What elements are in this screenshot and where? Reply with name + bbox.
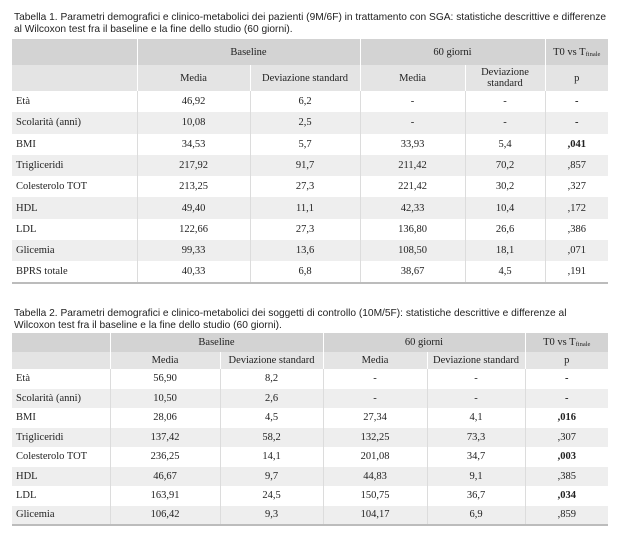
table-row — [12, 261, 608, 282]
baseline-media-cell: 137,42 — [110, 428, 220, 448]
baseline-media-cell: 10,08 — [137, 112, 250, 133]
sixty-media-cell: 44,83 — [323, 467, 427, 487]
p-value-cell: ,172 — [545, 197, 608, 218]
table-2-col-ds-baseline: Deviazione standard — [220, 352, 323, 369]
table-row — [12, 197, 608, 218]
table-1-col-p: p — [545, 65, 608, 91]
p-value-cell: ,003 — [525, 447, 608, 467]
sixty-media-cell: 201,08 — [323, 447, 427, 467]
table-2-group-test-label: T0 vs T — [543, 337, 576, 348]
row-label: BMI — [12, 408, 110, 428]
table-row — [12, 428, 608, 448]
table-2-col-media-baseline: Media — [110, 352, 220, 369]
p-value-cell: ,857 — [545, 155, 608, 176]
baseline-sd-cell: 13,6 — [250, 240, 360, 261]
table-row — [12, 389, 608, 409]
sixty-media-cell: 221,42 — [360, 176, 465, 197]
p-value-cell: - — [525, 389, 608, 409]
sixty-media-cell: 132,25 — [323, 428, 427, 448]
row-label: HDL — [12, 467, 110, 487]
sixty-sd-cell: 10,4 — [465, 197, 545, 218]
p-value-cell: ,041 — [545, 134, 608, 155]
sixty-media-cell: 104,17 — [323, 506, 427, 526]
table-1 — [12, 39, 608, 284]
table-row — [12, 112, 608, 133]
row-label: Glicemia — [12, 240, 137, 261]
sixty-sd-cell: 34,7 — [427, 447, 525, 467]
row-label: Glicemia — [12, 506, 110, 526]
baseline-sd-cell: 27,3 — [250, 219, 360, 240]
p-value-cell: ,385 — [525, 467, 608, 487]
baseline-sd-cell: 11,1 — [250, 197, 360, 218]
sixty-media-cell: - — [360, 91, 465, 112]
table-row — [12, 134, 608, 155]
row-label: BPRS totale — [12, 261, 137, 282]
table-row — [12, 219, 608, 240]
baseline-sd-cell: 9,3 — [220, 506, 323, 526]
sixty-sd-cell: 36,7 — [427, 486, 525, 506]
table-1-corner — [12, 39, 137, 65]
row-label: Età — [12, 369, 110, 389]
table-2-col-media-60: Media — [323, 352, 427, 369]
baseline-sd-cell: 58,2 — [220, 428, 323, 448]
p-value-cell: ,191 — [545, 261, 608, 282]
p-value-cell: ,859 — [525, 506, 608, 526]
baseline-sd-cell: 14,1 — [220, 447, 323, 467]
baseline-media-cell: 40,33 — [137, 261, 250, 282]
sixty-media-cell: - — [323, 389, 427, 409]
sixty-media-cell: 136,80 — [360, 219, 465, 240]
table-1-section — [12, 12, 608, 284]
baseline-media-cell: 10,50 — [110, 389, 220, 409]
sixty-sd-cell: 73,3 — [427, 428, 525, 448]
p-value-cell: - — [545, 112, 608, 133]
baseline-sd-cell: 5,7 — [250, 134, 360, 155]
baseline-media-cell: 46,92 — [137, 91, 250, 112]
table-row — [12, 506, 608, 526]
p-value-cell: ,071 — [545, 240, 608, 261]
table-2-caption: Tabella 2. Parametri demografici e clinico-metabolici dei soggetti di controllo (10M/5F): statistiche descrittive e differenze al Wilcoxon test fra il baseline e la fine dello studio (60 giorni). — [14, 308, 567, 331]
row-label: Scolarità (anni) — [12, 112, 137, 133]
table-2 — [12, 333, 608, 526]
table-row — [12, 447, 608, 467]
sixty-sd-cell: 4,5 — [465, 261, 545, 282]
table-row — [12, 240, 608, 261]
baseline-sd-cell: 24,5 — [220, 486, 323, 506]
baseline-media-cell: 46,67 — [110, 467, 220, 487]
sixty-media-cell: 211,42 — [360, 155, 465, 176]
sixty-sd-cell: - — [427, 369, 525, 389]
sixty-sd-cell: - — [427, 389, 525, 409]
p-value-cell: ,307 — [525, 428, 608, 448]
table-row — [12, 486, 608, 506]
baseline-sd-cell: 6,2 — [250, 91, 360, 112]
sixty-media-cell: 42,33 — [360, 197, 465, 218]
table-2-corner — [12, 333, 110, 352]
sixty-sd-cell: 18,1 — [465, 240, 545, 261]
sixty-media-cell: 38,67 — [360, 261, 465, 282]
baseline-media-cell: 56,90 — [110, 369, 220, 389]
p-value-cell: ,327 — [545, 176, 608, 197]
p-value-cell: - — [525, 369, 608, 389]
table-row — [12, 155, 608, 176]
row-label: Scolarità (anni) — [12, 389, 110, 409]
baseline-media-cell: 34,53 — [137, 134, 250, 155]
baseline-sd-cell: 4,5 — [220, 408, 323, 428]
sixty-sd-cell: 30,2 — [465, 176, 545, 197]
table-1-body — [12, 91, 608, 283]
table-row — [12, 91, 608, 112]
baseline-sd-cell: 6,8 — [250, 261, 360, 282]
sixty-media-cell: - — [360, 112, 465, 133]
sixty-sd-cell: - — [465, 91, 545, 112]
baseline-media-cell: 106,42 — [110, 506, 220, 526]
table-row — [12, 467, 608, 487]
table-1-group-baseline: Baseline — [137, 39, 360, 65]
sixty-sd-cell: 26,6 — [465, 219, 545, 240]
table-2-group-baseline: Baseline — [110, 333, 323, 352]
baseline-media-cell: 213,25 — [137, 176, 250, 197]
sixty-media-cell: 108,50 — [360, 240, 465, 261]
row-label: LDL — [12, 219, 137, 240]
baseline-media-cell: 217,92 — [137, 155, 250, 176]
baseline-media-cell: 236,25 — [110, 447, 220, 467]
p-value-cell: ,386 — [545, 219, 608, 240]
p-value-cell: ,016 — [525, 408, 608, 428]
sixty-sd-cell: 5,4 — [465, 134, 545, 155]
table-2-group-test-sub: finale — [575, 341, 591, 348]
baseline-sd-cell: 2,5 — [250, 112, 360, 133]
baseline-media-cell: 28,06 — [110, 408, 220, 428]
table-1-col-ds-60: Deviazione standard — [465, 65, 545, 91]
row-label: HDL — [12, 197, 137, 218]
table-row — [12, 176, 608, 197]
table-row — [12, 369, 608, 389]
baseline-sd-cell: 91,7 — [250, 155, 360, 176]
sixty-media-cell: - — [323, 369, 427, 389]
row-label: Colesterolo TOT — [12, 447, 110, 467]
table-2-sub-empty — [12, 352, 110, 369]
table-row — [12, 408, 608, 428]
table-1-sub-empty — [12, 65, 137, 91]
table-2-col-ds-60: Deviazione standard — [427, 352, 525, 369]
sixty-media-cell: 33,93 — [360, 134, 465, 155]
baseline-sd-cell: 8,2 — [220, 369, 323, 389]
sixty-sd-cell: 6,9 — [427, 506, 525, 526]
table-1-col-media-baseline: Media — [137, 65, 250, 91]
table-1-group-test — [545, 39, 608, 65]
table-2-col-p: p — [525, 352, 608, 369]
table-2-group-60-giorni: 60 giorni — [323, 333, 525, 352]
baseline-media-cell: 99,33 — [137, 240, 250, 261]
table-1-col-ds-baseline: Deviazione standard — [250, 65, 360, 91]
table-2-group-test — [525, 333, 608, 352]
table-1-group-test-sub: finale — [585, 50, 601, 58]
sixty-sd-cell: - — [465, 112, 545, 133]
sixty-media-cell: 27,34 — [323, 408, 427, 428]
p-value-cell: - — [545, 91, 608, 112]
sixty-media-cell: 150,75 — [323, 486, 427, 506]
row-label: LDL — [12, 486, 110, 506]
sixty-sd-cell: 9,1 — [427, 467, 525, 487]
row-label: Trigliceridi — [12, 428, 110, 448]
table-1-col-media-60: Media — [360, 65, 465, 91]
row-label: Colesterolo TOT — [12, 176, 137, 197]
row-label: BMI — [12, 134, 137, 155]
table-1-caption: Tabella 1. Parametri demografici e clinico-metabolici dei pazienti (9M/6F) in trattamento con SGA: statistiche descrittive e differenze al Wilcoxon test fra il baseline e la fine dello studio (60 giorni). — [14, 12, 607, 35]
baseline-sd-cell: 9,7 — [220, 467, 323, 487]
sixty-sd-cell: 70,2 — [465, 155, 545, 176]
row-label: Età — [12, 91, 137, 112]
table-1-group-60-giorni: 60 giorni — [360, 39, 545, 65]
row-label: Trigliceridi — [12, 155, 137, 176]
table-1-group-test-label: T0 vs T — [553, 46, 586, 58]
baseline-media-cell: 49,40 — [137, 197, 250, 218]
table-2-body — [12, 369, 608, 525]
sixty-sd-cell: 4,1 — [427, 408, 525, 428]
baseline-media-cell: 163,91 — [110, 486, 220, 506]
baseline-media-cell: 122,66 — [137, 219, 250, 240]
table-2-section — [12, 308, 608, 526]
baseline-sd-cell: 2,6 — [220, 389, 323, 409]
baseline-sd-cell: 27,3 — [250, 176, 360, 197]
p-value-cell: ,034 — [525, 486, 608, 506]
